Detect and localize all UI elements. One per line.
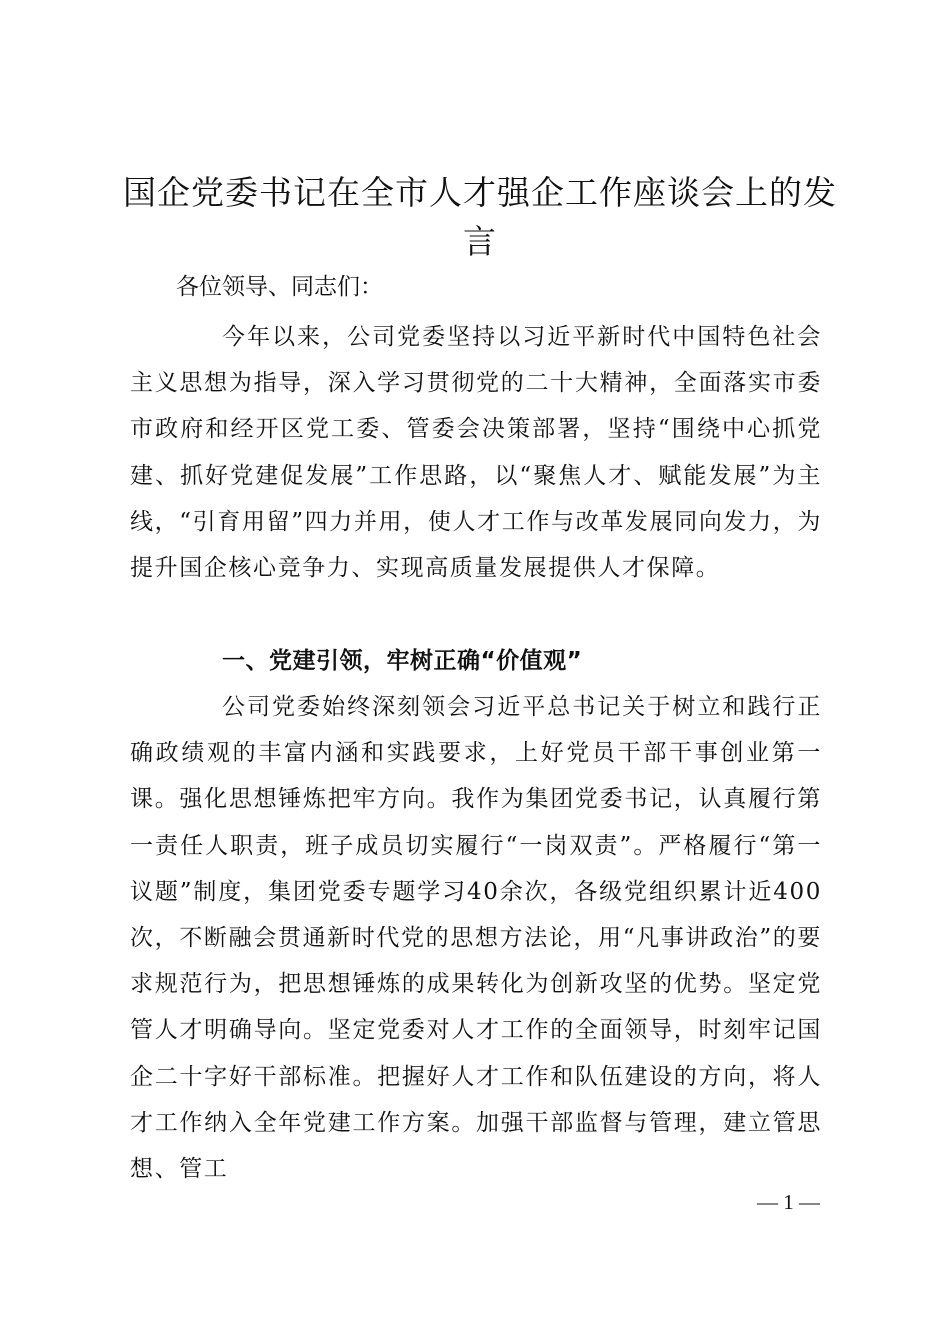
section-paragraph: 公司党委始终深刻领会习近平总书记关于树立和践行正确政绩观的丰富内涵和实践要求，上好党员干部干事创业第一课。强化思想锤炼把牢方向。我作为集团党委书记，认真履行第一责任人职责，班子成员切实履行“一岗双责”。严格履行“第一议题”制度，集团党委专题学习40余次，各级党组织累计近400次，不断融会贯通新时代党的思想方法论，用“凡事讲政治”的要求规范行为，把思想锤炼的成果转化为创新攻坚的优势。坚定党管人才明确导向。坚定党委对人才工作的全面领导，时刻牢记国企二十字好干部标准。把握好人才工作和队伍建设的方向，将人才工作纳入全年党建工作方案。加强干部监督与管理，建立管思想、管工 [130, 694, 822, 1183]
page-number: — 1 — [757, 1190, 820, 1214]
document-title: 国企党委书记在全市人才强企工作座谈会上的发言 [123, 173, 837, 261]
salutation: 各位领导、同志们： [176, 274, 383, 300]
intro-paragraph: 今年以来，公司党委坚持以习近平新时代中国特色社会主义思想为指导，深入学习贯彻党的二十大精神，全面落实市委市政府和经开区党工委、管委会决策部署，坚持“围绕中心抓党建、抓好党建促发展”工作思路，以“聚焦人才、赋能发展”为主线，“引育用留”四力并用，使人才工作与改革发展同向发力，为提升国企核心竞争力、实现高质量发展提供人才保障。 [130, 324, 822, 582]
section-heading: 一、党建引领，牢树正确“价值观” [222, 648, 583, 674]
